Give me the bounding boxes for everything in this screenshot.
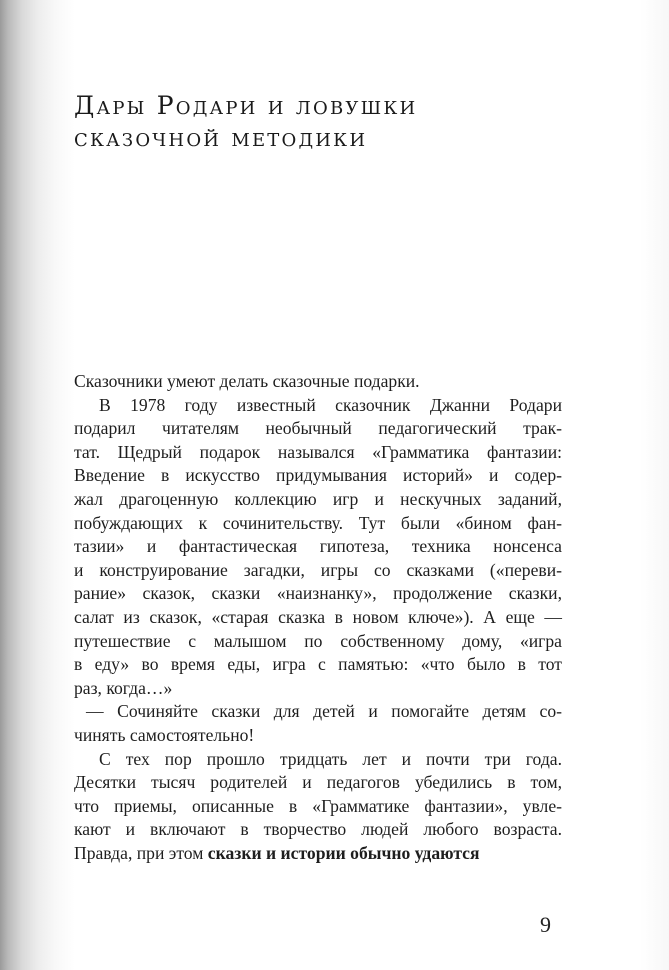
text-line: Сказочники умеют делать сказочные подарки. xyxy=(74,371,420,391)
text-line: раз, когда…» xyxy=(74,677,173,698)
text-line: побуждающих к сочинительству. Тут были «бином фан- xyxy=(74,512,562,533)
text-line: кают и включают в творчество людей любого возраста. xyxy=(74,819,562,840)
bold-emphasis: сказки и истории обычно удаются xyxy=(207,842,480,863)
text-line: путешествие с малышом по собственному дому, «игра xyxy=(74,630,562,651)
text-line: — Сочиняйте сказки для детей и помогайте детям со- xyxy=(86,701,562,722)
chapter-title xyxy=(74,90,614,154)
text-line: рание» сказок, сказки «наизнанку», продолжение сказки, xyxy=(74,583,562,604)
chapter-title-line-1: Дары Родари и ловушки xyxy=(74,91,418,120)
text-line: В 1978 году известный сказочник Джанни Родари xyxy=(99,394,562,415)
chapter-title-line-2: сказочной методики xyxy=(74,123,368,152)
text-line-final xyxy=(74,842,562,866)
text-line: подарил читателям необычный педагогический трак- xyxy=(74,418,562,439)
text-line: в еду» во время еды, игра с памятью: «что было в тот xyxy=(74,654,562,675)
text-line-final-regular: Правда, при этом xyxy=(74,842,204,863)
text-line: тазии» и фантастическая гипотеза, техника нонсенса xyxy=(74,536,562,557)
text-line: тат. Щедрый подарок назывался «Грамматика фантазии: xyxy=(74,441,562,462)
text-line: С тех пор прошло тридцать лет и почти три года. xyxy=(99,748,562,769)
body-text xyxy=(74,370,562,865)
text-line: чинять самостоятельно! xyxy=(74,724,255,745)
text-line: Десятки тысяч родителей и педагогов убедились в том, xyxy=(74,772,562,793)
text-line: Введение в искусство придумывания историй» и содер- xyxy=(74,465,562,486)
text-line: и конструирование загадки, игры со сказками («переви- xyxy=(74,559,562,580)
text-line: жал драгоценную коллекцию игр и нескучных заданий, xyxy=(74,488,562,509)
text-line: что приемы, описанные в «Грамматике фантазии», увле- xyxy=(74,795,562,816)
page-number: 9 xyxy=(540,912,551,937)
text-line: салат из сказок, «старая сказка в новом ключе»). А еще — xyxy=(74,606,562,627)
